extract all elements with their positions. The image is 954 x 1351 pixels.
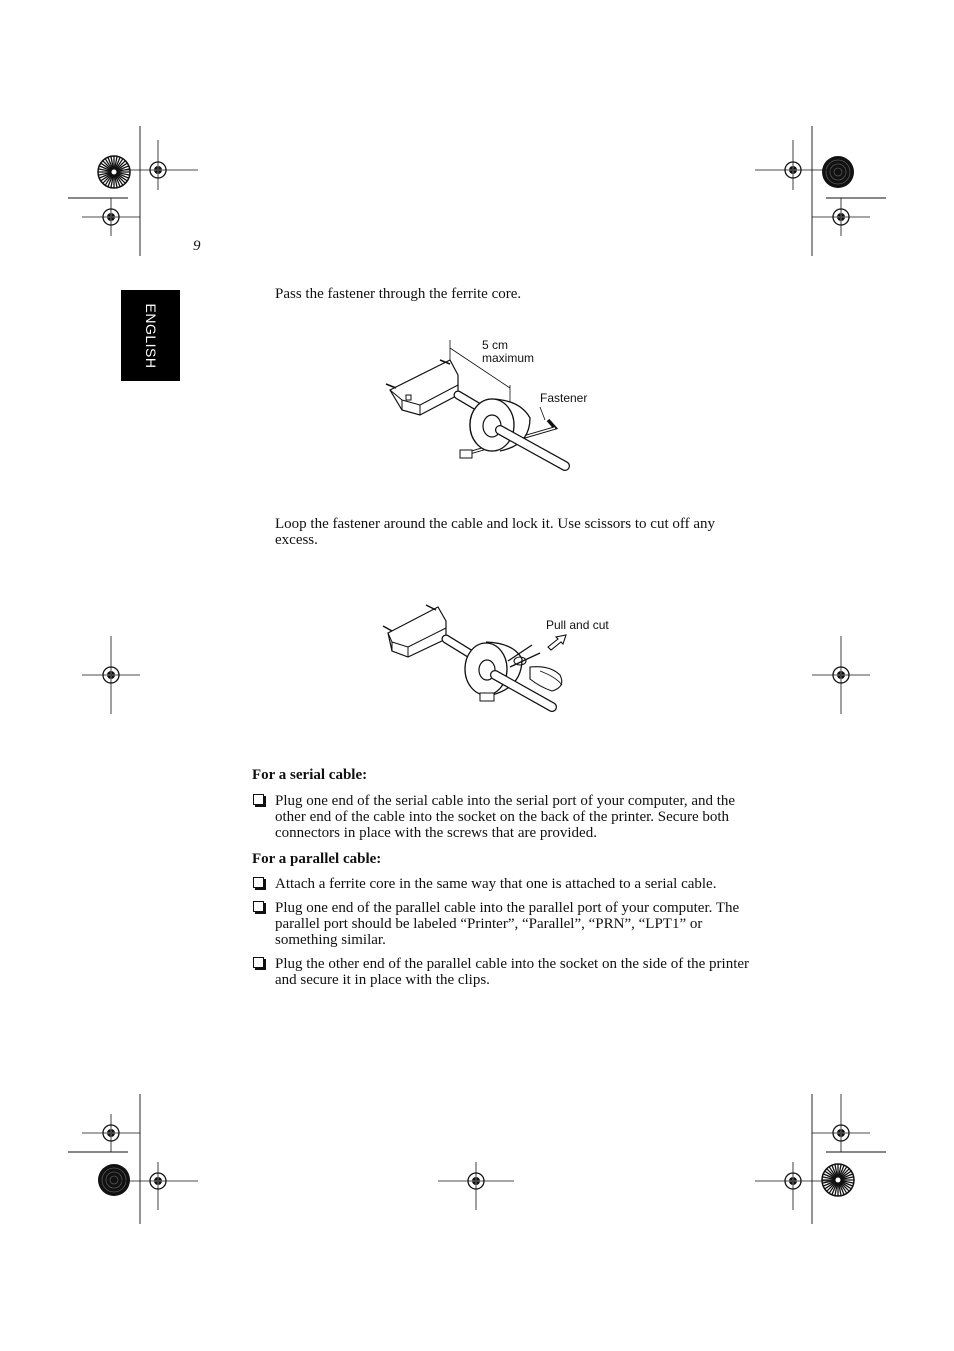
parallel-item-1: Attach a ferrite core in the same way that one is attached to a serial cable. xyxy=(275,876,717,892)
fastener-label: Fastener xyxy=(540,391,588,405)
step-1-text: Pass the fastener through the ferrite core. xyxy=(275,286,522,302)
pull-and-cut-label: Pull and cut xyxy=(546,618,609,632)
step-2-text: Loop the fastener around the cable and lock it. Use scissors to cut off any excess. xyxy=(275,516,716,548)
language-tab-label: ENGLISH xyxy=(142,303,159,368)
dimension-label-qualifier: maximum xyxy=(482,351,535,365)
pull-and-cut-figure xyxy=(380,595,630,720)
dimension-label xyxy=(482,339,534,365)
serial-heading: For a serial cable: xyxy=(252,767,368,783)
dimension-label-value: 5 cm xyxy=(482,338,509,352)
parallel-item-3: Plug the other end of the parallel cable into the socket on the side of the printer and secure it in place with the clips. xyxy=(275,956,750,988)
serial-item-1: Plug one end of the serial cable into the serial port of your computer, and the other end of the cable into the socket on the back of the printer. Secure both connectors in place with the screws that are provided. xyxy=(275,793,736,841)
pull-and-cut-illustration xyxy=(380,595,630,720)
checkbox-bullet-icon xyxy=(253,901,264,912)
parallel-heading: For a parallel cable: xyxy=(252,851,382,867)
checkbox-bullet-icon xyxy=(253,877,264,888)
checkbox-bullet-icon xyxy=(253,957,264,968)
checkbox-bullet-icon xyxy=(253,794,264,805)
language-tab xyxy=(121,290,180,381)
ferrite-core-figure xyxy=(380,330,630,480)
page-number: 9 xyxy=(193,238,201,254)
parallel-item-2: Plug one end of the parallel cable into the parallel port of your computer. The parallel port should be labeled “Printer”, “Parallel”, “PRN”, “LPT1” or something similar. xyxy=(275,900,740,948)
